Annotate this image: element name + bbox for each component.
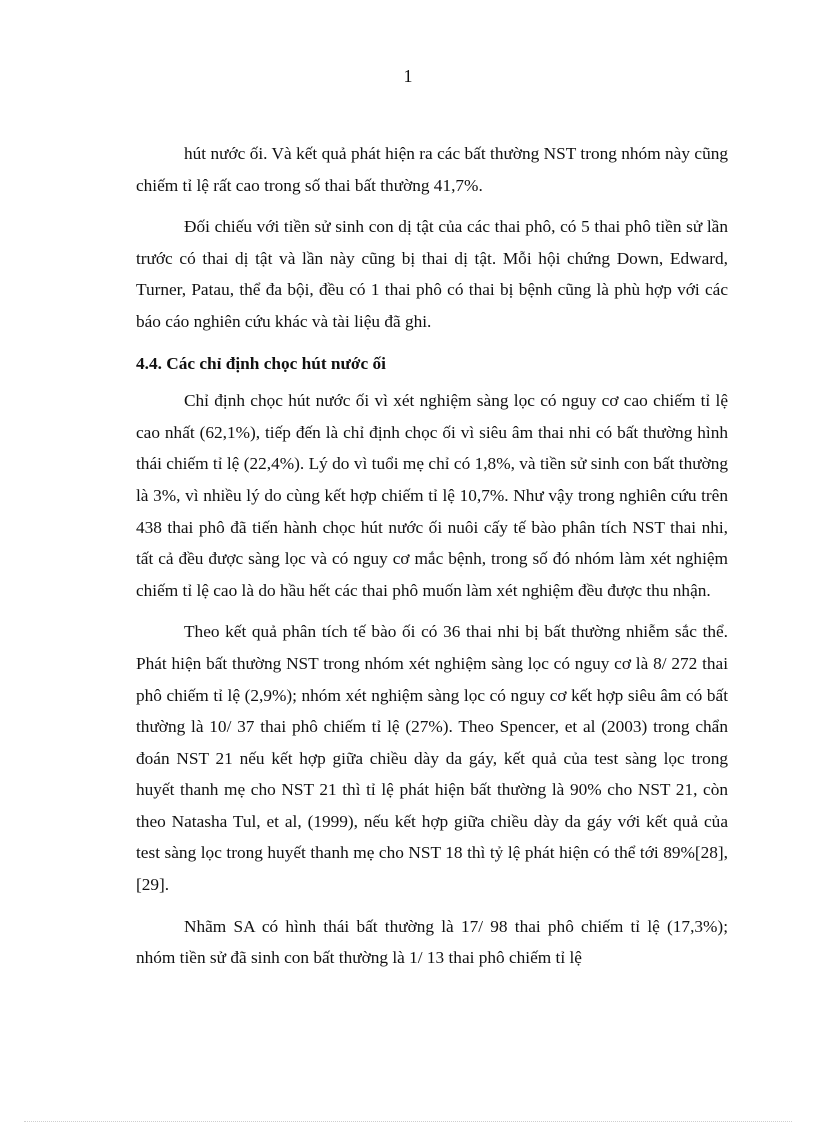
footer-divider — [24, 1121, 792, 1122]
paragraph: hút nước ối. Và kết quả phát hiện ra các bất thường NST trong nhóm này cũng chiếm tỉ lệ rất cao trong số thai bất thường 41,7%. — [136, 144, 728, 195]
page-number: 1 — [403, 66, 413, 86]
paragraph: Theo kết quả phân tích tế bào ối có 36 thai nhi bị bất thường nhiễm sắc thể. Phát hiện bất thường NST trong nhóm xét nghiệm sàng lọc có nguy cơ là 8/ 272 thai phô chiếm tỉ lệ (2,9%); nhóm xét nghiệm sàng lọc có nguy cơ kết hợp siêu âm có bất thường là 10/ 37 thai phô chiếm tỉ lệ (27%). Theo Spencer, et al (2003) trong chẩn đoán NST 21 nếu kết hợp giữa chiều dày da gáy, kết quả của test sàng lọc trong huyết thanh mẹ cho NST 21 thì tỉ lệ phát hiện bất thường là 90% cho NST 21, còn theo Natasha Tul, et al, (1999), nếu kết hợp giữa chiều dày da gáy với kết quả của test sàng lọc trong huyết thanh mẹ cho NST 18 thì tỷ lệ phát hiện có thể tới 89%[28], [29]. — [136, 622, 728, 895]
document-body — [136, 138, 728, 984]
paragraph: Chỉ định chọc hút nước ối vì xét nghiệm sàng lọc có nguy cơ cao chiếm tỉ lệ cao nhất (62,1%), tiếp đến là chỉ định chọc ối vì siêu âm thai nhi có bất thường hình thái chiếm tỉ lệ (22,4%). Lý do vì tuổi mẹ chỉ có 1,8%, và tiền sử sinh con bất thường là 3%, vì nhiều lý do cùng kết hợp chiếm tỉ lệ 10,7%. Như vậy trong nghiên cứu trên 438 thai phô đã tiến hành chọc hút nước ối nuôi cấy tế bào phân tích NST thai nhi, tất cả đều được sàng lọc và có nguy cơ mắc bệnh, trong số đó nhóm làm xét nghiệm chiếm tỉ lệ cao là do hầu hết các thai phô muốn làm xét nghiệm đều được thu nhận. — [136, 391, 728, 600]
section-heading: 4.4. Các chỉ định chọc hút nước ối — [136, 353, 386, 373]
paragraph: Đối chiếu với tiền sử sinh con dị tật của các thai phô, có 5 thai phô tiền sử lần trước có thai dị tật và lần này cũng bị thai dị tật. Mỗi hội chứng Down, Edward, Turner, Patau, thể đa bội, đều có 1 thai phô có thai bị bệnh cũng là phù hợp với các báo cáo nghiên cứu khác và tài liệu đã ghi. — [136, 217, 728, 331]
paragraph: Nhãm SA có hình thái bất thường là 17/ 98 thai phô chiếm tỉ lệ (17,3%); nhóm tiền sử đã sinh con bất thường là 1/ 13 thai phô chiếm tỉ lệ — [136, 916, 728, 968]
